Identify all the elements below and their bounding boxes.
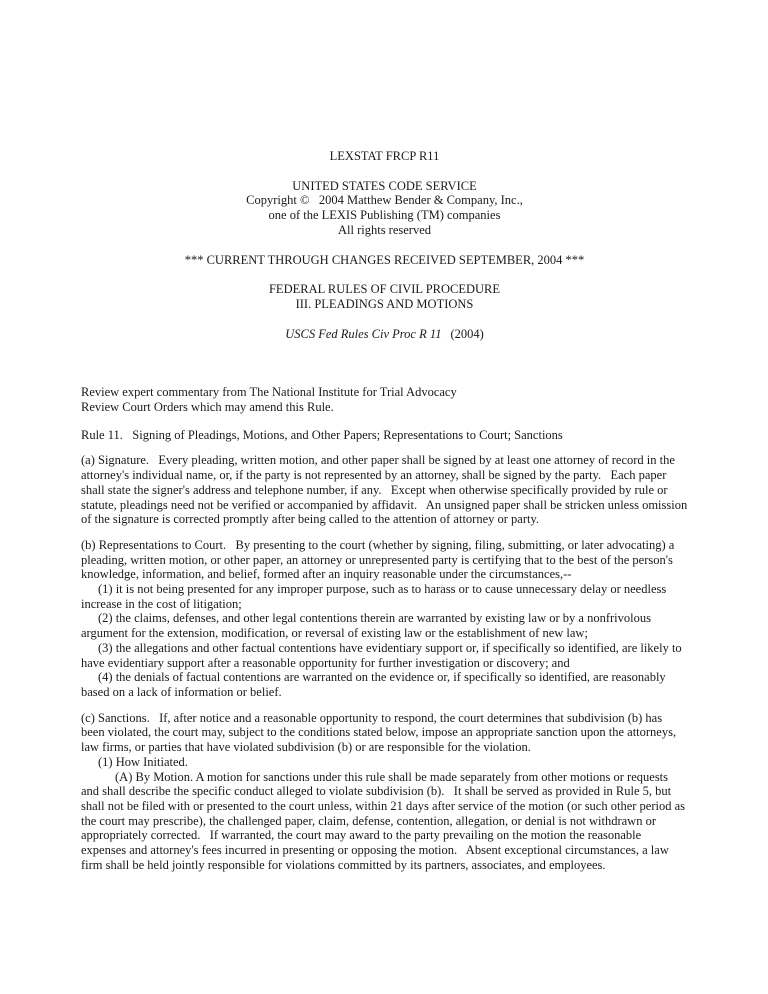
currency-line: *** CURRENT THROUGH CHANGES RECEIVED SEPTEMBER, 2004 ***	[184, 252, 585, 267]
section-b-item-4: (4) the denials of factual contentions are warranted on the evidence or, if specifically so identified, are reasonably based on a lack of information or belief.	[81, 670, 669, 699]
section-b-intro: (b) Representations to Court. By presenting to the court (whether by signing, filing, submitting, or later advocating) a pleading, written motion, or other paper, an attorney or unrepresented party is certifying that to the best of the person's knowledge, information, and belief, formed after an inquiry reasonable under the circumstances,--	[81, 537, 678, 582]
section-a: (a) Signature. Every pleading, written motion, and other paper shall be signed by at least one attorney of record in the attorney's individual name, or, if the party is not represented by an attorney, shall be signed by the party. Each paper shall state the signer's address and telephone number, if any. Except when otherwise specifically provided by rule or statute, pleadings need not be verified or accompanied by affidavit. An unsigned paper shall be stricken unless omission of the signature is corrected promptly after being called to the attention of attorney or party.	[81, 453, 691, 527]
section-c-item-1-A: (A) By Motion. A motion for sanctions under this rule shall be made separately from other motions or requests and shall describe the specific conduct alleged to violate subdivision (b). It shall be served as provided in Rule 5, but shall not be filed with or presented to the court unless, within 21 days after service of the motion (or such other period as the court may prescribe), the challenged paper, claim, defense, contention, allegation, or denial is not withdrawn or appropriately corrected. If warranted, the court may award to the party prevailing on the motion the reasonable expenses and attorney's fees incurred in presenting or opposing the motion. Absent exceptional circumstances, a law firm shall be held jointly responsible for violations committed by its partners, associates, and employees.	[81, 769, 689, 872]
code-part: III. PLEADINGS AND MOTIONS	[295, 296, 474, 311]
code-title: FEDERAL RULES OF CIVIL PROCEDURE	[268, 282, 501, 297]
rights-line: All rights reserved	[337, 222, 432, 237]
section-b-item-1: (1) it is not being presented for any improper purpose, such as to harass or to cause unnecessary delay or needless increase in the cost of litigation;	[81, 582, 670, 611]
code-service-title: UNITED STATES CODE SERVICE	[292, 178, 477, 193]
rule-citation-line	[81, 327, 688, 342]
section-b-item-2: (2) the claims, defenses, and other legal contentions therein are warranted by existing law or by a nonfrivolous argument for the extension, modification, or reversal of existing law or the establishment of new law;	[81, 611, 655, 641]
commentary-note: Review expert commentary from The National Institute for Trial Advocacy	[81, 385, 457, 400]
section-c-item-1: (1) How Initiated.	[98, 754, 188, 769]
section-c-intro: (c) Sanctions. If, after notice and a reasonable opportunity to respond, the court determines that subdivision (b) has been violated, the court may, subject to the conditions stated below, impose an appropriate sanction upon the attorneys, law firms, or parties that have violated subdivision (b) or are responsible for the violation.	[81, 710, 680, 755]
copyright-line: Copyright © 2004 Matthew Bender & Company, Inc.,	[246, 193, 523, 208]
publisher-line: one of the LEXIS Publishing (TM) companies	[268, 208, 501, 223]
court-orders-note: Review Court Orders which may amend this Rule.	[81, 400, 334, 415]
rule-heading: Rule 11. Signing of Pleadings, Motions, and Other Papers; Representations to Court; Sanctions	[81, 427, 563, 442]
section-b-item-3: (3) the allegations and other factual contentions have evidentiary support or, if specifically so identified, are likely to have evidentiary support after a reasonable opportunity for further investigation or discovery; and	[81, 640, 685, 670]
citation-year: (2004)	[450, 326, 484, 341]
rule-citation: USCS Fed Rules Civ Proc R 11	[285, 326, 442, 341]
lexstat-citation: LEXSTAT FRCP R11	[329, 149, 440, 163]
